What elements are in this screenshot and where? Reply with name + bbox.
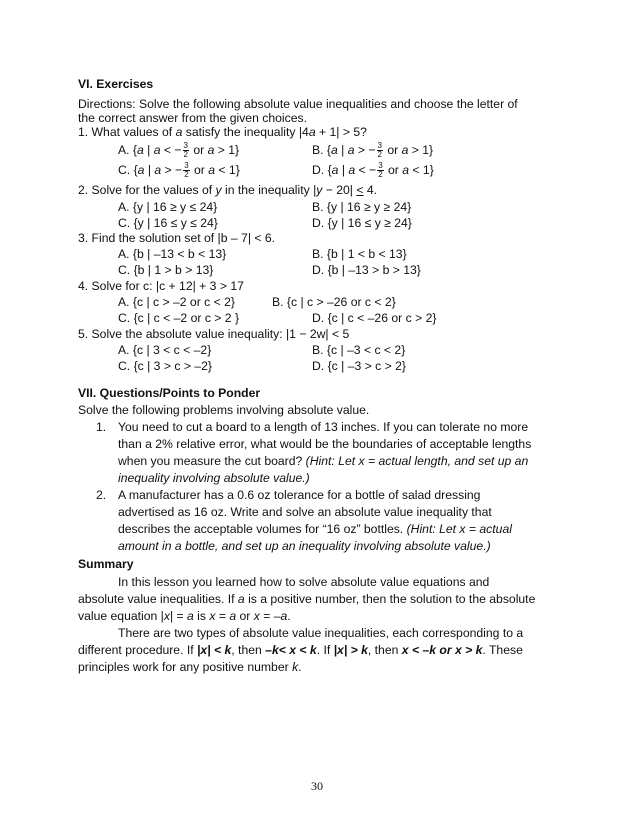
summary-heading: Summary (78, 557, 134, 571)
q3-choice-c: C. {b | 1 > b > 13} (118, 263, 214, 277)
question-1-stem: 1. What values of a satisfy the inequality |4a + 1| > 5? (78, 125, 367, 139)
problem-1-number: 1. (96, 420, 107, 434)
question-2-stem: 2. Solve for the values of y in the inequality |y − 20| < 4. (78, 183, 378, 197)
problem-2-line-1: A manufacturer has a 0.6 oz tolerance for a bottle of salad dressing (118, 488, 481, 502)
q3-choice-d: D. {b | –13 > b > 13} (312, 263, 421, 277)
q2-choice-d: D. {y | 16 ≤ y ≥ 24} (312, 216, 412, 230)
q3-choice-a: A. {b | –13 < b < 13} (118, 247, 227, 261)
summary-line-6: principles work for any positive number k. (78, 660, 302, 674)
summary-line-5: different procedure. If |x| < k, then –k< x < k. If |x| > k, then x < –k or x > k. These (78, 643, 523, 657)
q2-choice-c: C. {y | 16 ≤ y ≤ 24} (118, 216, 218, 230)
problem-2-number: 2. (96, 488, 107, 502)
problem-2-line-4: amount in a bottle, and set up an inequality involving absolute value.) (118, 539, 491, 553)
q4-choice-a: A. {c | c > –2 or c < 2} (118, 295, 235, 309)
page-number: 30 (311, 779, 323, 793)
problem-1-line-2: than a 2% relative error, what would be the boundaries of acceptable lengths (118, 437, 532, 451)
summary-line-2: absolute value inequalities. If a is a positive number, then the solution to the absolute (78, 592, 536, 606)
question-5-stem: 5. Solve the absolute value inequality: |1 − 2w| < 5 (78, 327, 350, 341)
problem-2-line-3: describes the acceptable volumes for “16 oz” bottles. (Hint: Let x = actual (118, 522, 512, 536)
q5-choice-b: B. {c | –3 < c < 2} (312, 343, 406, 357)
q1-choice-d: D. {a | a < − $\frac{3}{2}$ or a < 1} (312, 161, 434, 180)
question-4-stem: 4. Solve for c: |c + 12| + 3 > 17 (78, 279, 244, 293)
section-7-heading: VII. Questions/Points to Ponder (78, 386, 261, 400)
q3-choice-b: B. {b | 1 < b < 13} (312, 247, 407, 261)
q4-choice-b: B. {c | c > –26 or c < 2} (272, 295, 396, 309)
q2-choice-b: B. {y | 16 ≥ y ≥ 24} (312, 200, 412, 214)
section-7-intro: Solve the following problems involving absolute value. (78, 403, 370, 417)
q2-choice-a: A. {y | 16 ≥ y ≤ 24} (118, 200, 218, 214)
summary-line-1: In this lesson you learned how to solve absolute value equations and (118, 575, 490, 589)
question-3-stem: 3. Find the solution set of |b – 7| < 6. (78, 231, 276, 245)
problem-2-line-2: advertised as 16 oz. Write and solve an absolute value inequality that (118, 505, 492, 519)
q5-choice-a: A. {c | 3 < c < –2} (118, 343, 212, 357)
q1-choice-b: B. {a | a > − $\frac{3}{2}$ or a > 1} (312, 141, 434, 160)
q5-choice-d: D. {c | –3 > c > 2} (312, 359, 406, 373)
summary-line-3: value equation |x| = a is x = a or x = –a. (78, 609, 291, 623)
problem-1-line-1: You need to cut a board to a length of 13 inches. If you can tolerate no more (118, 420, 529, 434)
q4-choice-c: C. {c | c < –2 or c > 2 } (118, 311, 240, 325)
problem-1-line-3: when you measure the cut board? (Hint: Let x = actual length, and set up an (118, 454, 529, 468)
q4-choice-d: D. {c | c < –26 or c > 2} (312, 311, 437, 325)
q5-choice-c: C. {c | 3 > c > –2} (118, 359, 212, 373)
q1-choice-a: A. {a | a < − $\frac{3}{2}$ or a > 1} (118, 141, 240, 160)
problem-1-line-4: inequality involving absolute value.) (118, 471, 310, 485)
fraction: $\frac{3}{2}$ (183, 141, 188, 160)
q1-choice-c: C. {a | a > − $\frac{3}{2}$ or a < 1} (118, 161, 240, 180)
summary-line-4: There are two types of absolute value inequalities, each corresponding to a (118, 626, 524, 640)
directions-line-2: the correct answer from the given choices. (78, 111, 307, 125)
directions-line-1: Directions: Solve the following absolute value inequalities and choose the letter of (78, 97, 518, 111)
section-6-heading: VI. Exercises (78, 77, 154, 91)
